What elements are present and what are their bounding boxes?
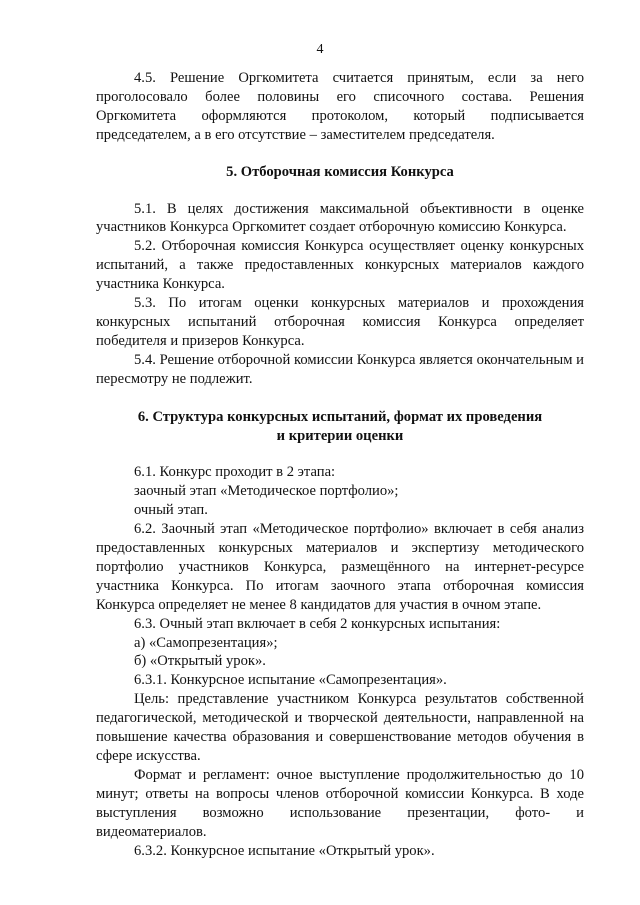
paragraph-6-2: 6.2. Заочный этап «Методическое портфолио» включает в себя анализ предоставленных конкурсных материалов и экспертизу методического портфолио участников Конкурса, размещённого на интернет-ресурсе участника Конкурса. По итогам заочного этапа отборочная комиссия Конкурса определяет не менее 8 кандидатов для участия в очном этапе. <box>96 521 584 613</box>
paragraph-6-3-1: 6.3.1. Конкурсное испытание «Самопрезентация». <box>134 672 447 689</box>
section-6-heading <box>96 408 584 446</box>
list-item-ochny: очный этап. <box>134 502 208 519</box>
paragraph-5-4: 5.4. Решение отборочной комиссии Конкурса является окончательным и пересмотру не подлежит. <box>96 351 584 387</box>
paragraph-4-5: 4.5. Решение Оргкомитета считается принятым, если за него проголосовало более половины его списочного состава. Решения Оргкомитета оформляются протоколом, который подписывается председателем, а в его отсутствие – заместителем председателя. <box>96 70 584 143</box>
paragraph-format: Формат и регламент: очное выступление продолжительностью до 10 минут; ответы на вопросы членов отборочной комиссии Конкурса. В ходе выступления возможно использование презентации, фото- и видеоматериалов. <box>96 766 584 840</box>
paragraph-6-3-2: 6.3.2. Конкурсное испытание «Открытый урок». <box>134 842 435 859</box>
page-number: 4 <box>316 42 324 57</box>
section-6-heading-line-1: 6. Структура конкурсных испытаний, формат их проведения <box>137 408 543 425</box>
list-item-a: а) «Самопрезентация»; <box>134 634 278 651</box>
section-6-heading-line-2: и критерии оценки <box>276 427 404 444</box>
list-item-zaochny: заочный этап «Методическое портфолио»; <box>134 483 399 500</box>
section-5-heading: 5. Отборочная комиссия Конкурса <box>226 163 454 180</box>
document-body <box>96 69 584 860</box>
paragraph-5-2: 5.2. Отборочная комиссия Конкурса осуществляет оценку конкурсных испытаний, а также предоставленных конкурсных материалов каждого участника Конкурса. <box>96 238 584 293</box>
list-item-b: б) «Открытый урок». <box>134 653 266 670</box>
paragraph-5-1: 5.1. В целях достижения максимальной объективности в оценке участников Конкурса Оргкомитет создает отборочную комиссию Конкурса. <box>96 200 584 236</box>
paragraph-5-3: 5.3. По итогам оценки конкурсных материалов и прохождения конкурсных испытаний отборочная комиссия Конкурса определяет победителя и призеров Конкурса. <box>96 295 584 349</box>
paragraph-goal: Цель: представление участником Конкурса результатов собственной педагогической, методической и творческой деятельности, направленной на повышение качества образования и совершенствование методов обучения в сфере искусства. <box>96 691 584 764</box>
paragraph-6-3: 6.3. Очный этап включает в себя 2 конкурсных испытания: <box>134 615 501 632</box>
paragraph-6-1: 6.1. Конкурс проходит в 2 этапа: <box>134 464 336 481</box>
